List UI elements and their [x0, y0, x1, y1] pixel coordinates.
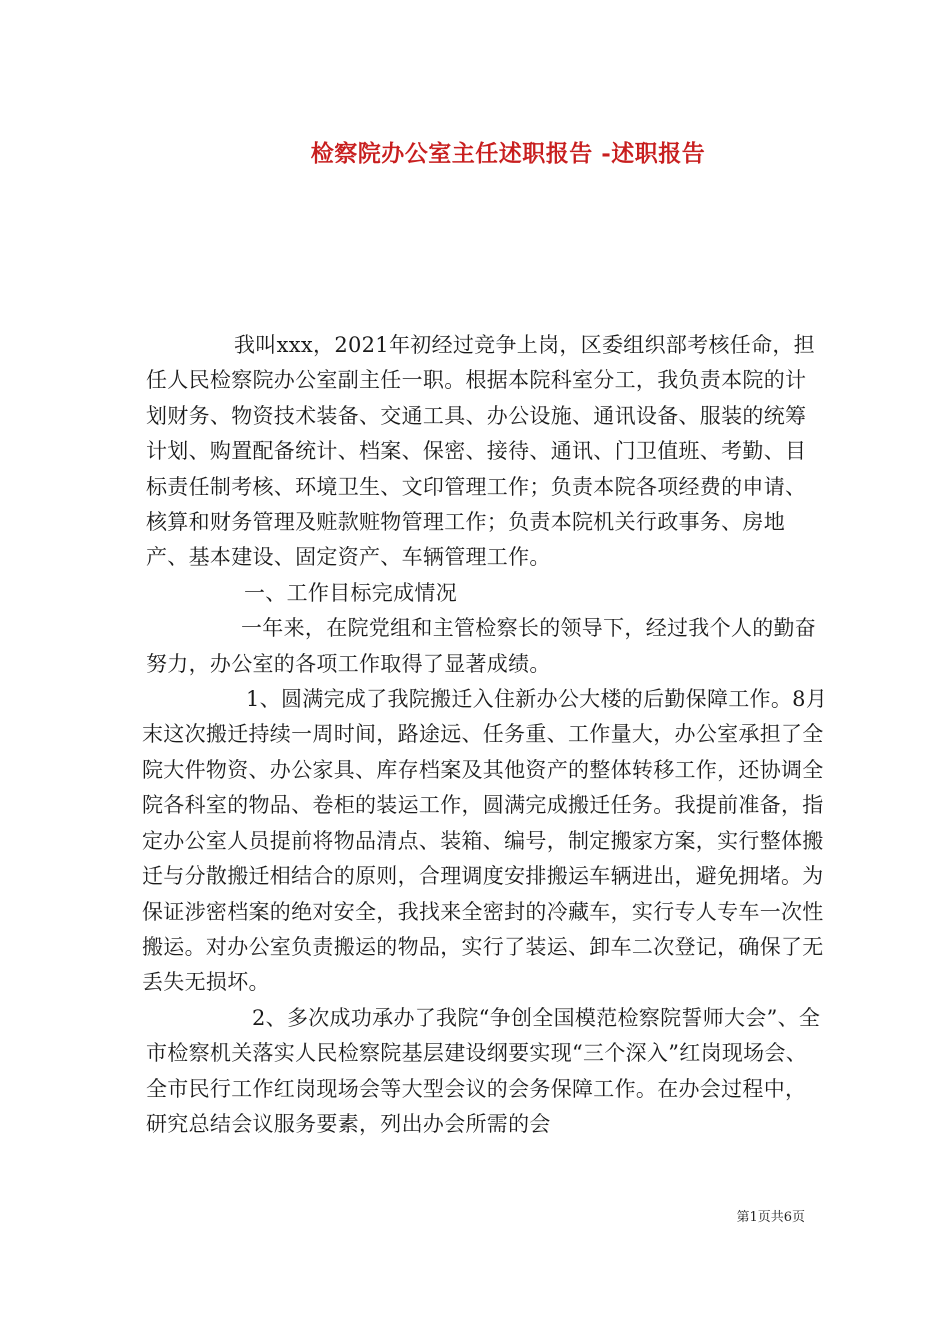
paragraph-item-1: 1、圆满完成了我院搬迁入住新办公大楼的后勤保障工作。8月末这次搬迁持续一周时间，路途远、任务重、工作量大，办公室承担了全院大件物资、办公家具、库存档案及其他资产的整体转移工作，还协调全院各科室的物品、卷柜的装运工作，圆满完成搬迁任务。我提前准备，指定办公室人员提前将物品清点、装箱、编号，制定搬家方案，实行整体搬迁与分散搬迁相结合的原则，合理调度安排搬运车辆进出，避免拥堵。为保证涉密档案的绝对安全，我找来全密封的冷藏车，实行专人专车一次性搬运。对办公室负责搬运的物品，实行了装运、卸车二次登记，确保了无丢失无损坏。 [142, 687, 828, 995]
paragraph-intro: 我叫xxx，2021年初经过竞争上岗，区委组织部考核任命，担任人民检察院办公室副主任一职。根据本院科室分工，我负责本院的计划财务、物资技术装备、交通工具、办公设施、通讯设备、服装的统筹计划、购置配备统计、档案、保密、接待、通讯、门卫值班、考勤、目标责任制考核、环境卫生、文印管理工作；负责本院各项经费的申请、核算和财务管理及赃款赃物管理工作；负责本院机关行政事务、房地产、基本建设、固定资产、车辆管理工作。 [146, 333, 815, 570]
document-title: 检察院办公室主任述职报告 -述职报告 [310, 140, 706, 167]
document-body [142, 328, 828, 1142]
paragraph-item-2: 2、多次成功承办了我院“争创全国模范检察院誓师大会”、全市检察机关落实人民检察院基层建设纲要实现“三个深入”红岗现场会、全市民行工作红岗现场会等大型会议的会务保障工作。在办会过程中，研究总结会议服务要素，列出办会所需的会 [146, 1005, 821, 1136]
page-number-footer: 第1页共6页 [736, 1210, 805, 1225]
section-heading-1: 一、工作目标完成情况 [244, 580, 457, 605]
paragraph-summary: 一年来，在院党组和主管检察长的领导下，经过我个人的勤奋努力，办公室的各项工作取得了显著成绩。 [146, 616, 817, 676]
